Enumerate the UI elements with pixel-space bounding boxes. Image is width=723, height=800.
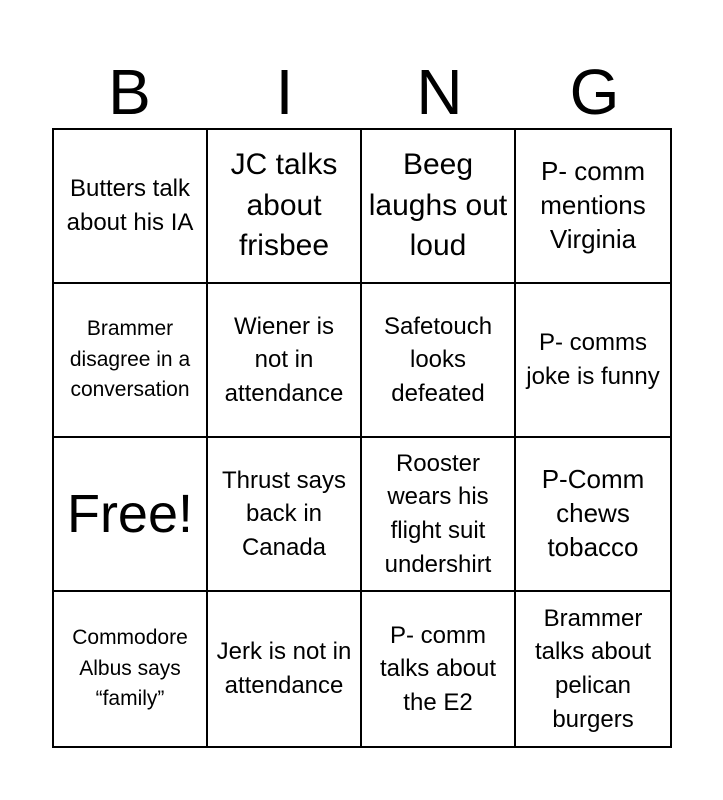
bingo-cell-text: Safetouch looks defeated (383, 312, 493, 407)
bingo-cell-text: Jerk is not in attendance (216, 638, 352, 699)
header-letter-b: B (108, 56, 151, 128)
header-letter-g: G (569, 56, 620, 128)
bingo-cell[interactable] (54, 284, 208, 438)
bingo-board (52, 128, 672, 748)
bingo-cell[interactable] (54, 592, 208, 746)
bingo-cell[interactable] (362, 130, 516, 284)
bingo-cell[interactable] (516, 130, 670, 284)
bingo-header (52, 52, 672, 128)
bingo-cell-text: Beeg laughs out loud (368, 148, 508, 263)
bingo-cell-text: P- comm talks about the E2 (379, 621, 497, 716)
bingo-cell-text: P- comms joke is funny (526, 329, 660, 390)
bingo-cell-text: Rooster wears his flight suit undershirt (384, 449, 492, 578)
bingo-cell-free[interactable] (54, 438, 208, 592)
bingo-cell-text: Brammer disagree in a conversation (69, 317, 191, 402)
bingo-cell[interactable] (516, 438, 670, 592)
bingo-cell-text: JC talks about frisbee (230, 148, 338, 263)
bingo-cell-text: P-Comm chews tobacco (541, 464, 645, 562)
bingo-cell-text: Commodore Albus says “family” (72, 626, 188, 711)
bingo-cell-text: Wiener is not in attendance (224, 312, 344, 407)
bingo-cell[interactable] (362, 592, 516, 746)
bingo-cell[interactable] (208, 592, 362, 746)
bingo-cell-text: Thrust says back in Canada (221, 466, 347, 561)
bingo-cell-text: P- comm mentions Virginia (540, 156, 646, 254)
bingo-cell[interactable] (362, 284, 516, 438)
bingo-cell[interactable] (208, 284, 362, 438)
free-space-text: Free! (66, 484, 194, 544)
bingo-cell[interactable] (362, 438, 516, 592)
bingo-cell[interactable] (516, 592, 670, 746)
bingo-cell[interactable] (54, 130, 208, 284)
bingo-cell-text: Butters talk about his IA (66, 175, 194, 236)
bingo-cell[interactable] (208, 130, 362, 284)
bingo-cell[interactable] (516, 284, 670, 438)
bingo-cell-text: Brammer talks about pelican burgers (534, 604, 652, 733)
bingo-cell[interactable] (208, 438, 362, 592)
header-letter-n: N (416, 56, 463, 128)
header-letter-i: I (275, 56, 294, 128)
